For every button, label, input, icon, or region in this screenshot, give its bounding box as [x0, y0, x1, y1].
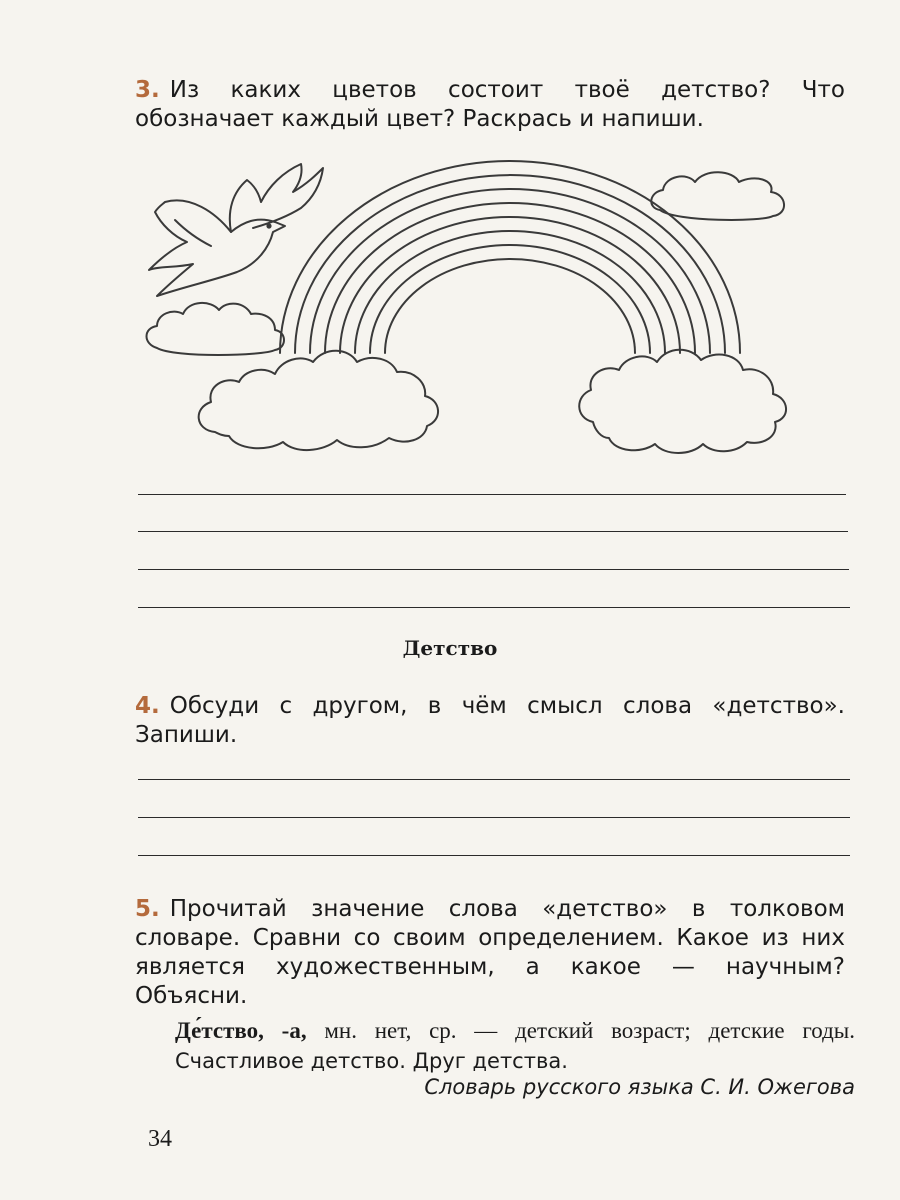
writing-line[interactable]: [138, 855, 850, 856]
task-5-text: Прочитай значение слова «детство» в толковом словаре. Сравни со своим определением. Какое из них является художественным, а какое — научным? Объясни.: [135, 896, 845, 1009]
task-4: [135, 692, 845, 750]
writing-line[interactable]: [138, 494, 846, 495]
dictionary-definition: мн. нет, ср. — детский возраст; детские годы.: [306, 1018, 856, 1043]
task-4-text: Обсуди с другом, в чём смысл слова «детство». Запиши.: [135, 693, 845, 748]
page-number: 34: [148, 1126, 172, 1152]
task-5: [135, 895, 845, 1011]
task-3-text: Из каких цветов состоит твоё детство? Что обозначает каждый цвет? Раскрась и напиши.: [135, 77, 845, 132]
writing-line[interactable]: [138, 607, 850, 608]
dictionary-entry: [175, 1016, 855, 1076]
rainbow-illustration: [135, 150, 850, 475]
cloud-icon: [147, 172, 787, 453]
dove-icon: [149, 164, 323, 296]
section-title: Детство: [402, 636, 498, 660]
task-5-number: 5.: [135, 896, 160, 922]
writing-line[interactable]: [138, 817, 850, 818]
task-3-number: 3.: [135, 77, 160, 103]
writing-line[interactable]: [138, 531, 848, 532]
task-3: [135, 76, 845, 134]
dictionary-headword: Де́тство, -а,: [175, 1018, 307, 1043]
writing-line[interactable]: [138, 779, 850, 780]
task-4-number: 4.: [135, 693, 160, 719]
dictionary-source: Словарь русского языка С. И. Ожегова: [424, 1075, 855, 1099]
writing-line[interactable]: [138, 569, 849, 570]
dictionary-examples: Счастливое детство. Друг детства.: [175, 1049, 568, 1073]
rainbow-icon: [280, 161, 740, 353]
